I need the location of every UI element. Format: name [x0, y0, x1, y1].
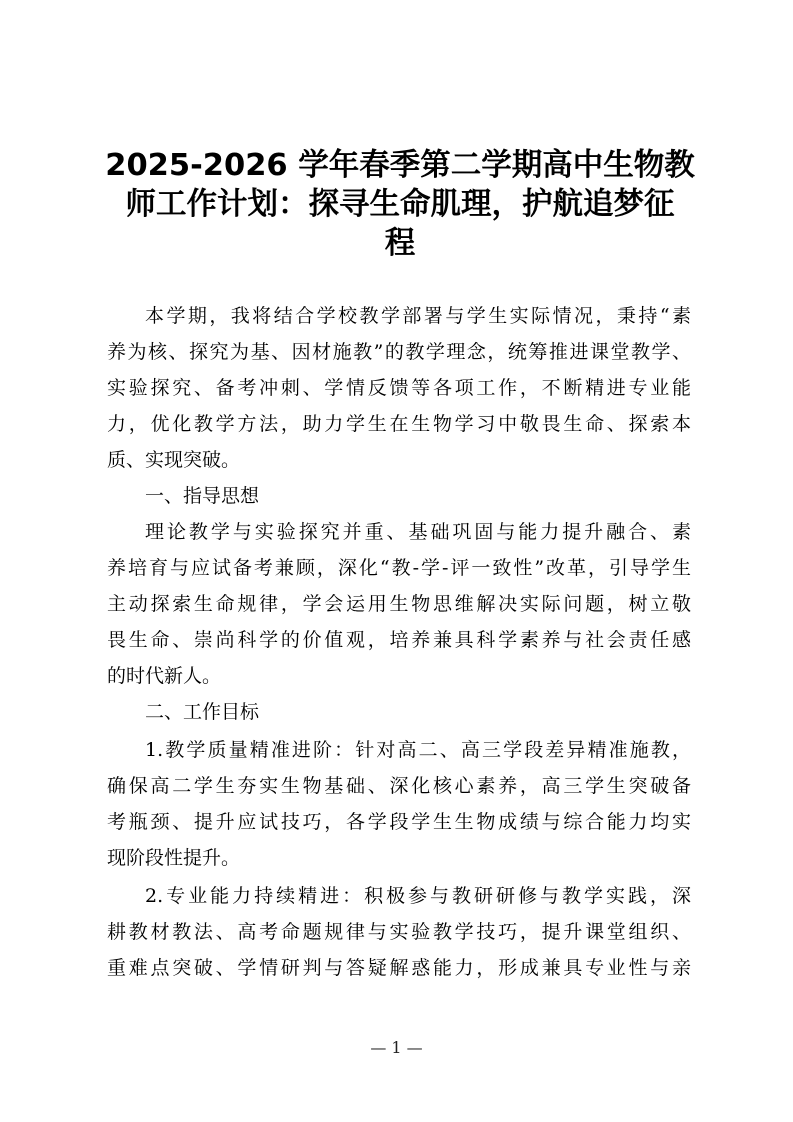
goal2-paragraph-line: 耕教材教法、高考命题规律与实验教学技巧，提升课堂组织、 — [107, 921, 691, 943]
page-number: — 1 — — [370, 1038, 423, 1057]
intro-paragraph-line: 实验探究、备考冲刺、学情反馈等各项工作，不断精进专业能 — [107, 377, 691, 399]
goal1-paragraph-line: 现阶段性提升。 — [107, 847, 241, 869]
goal2-paragraph-line: 重难点突破、学情研判与答疑解惑能力，形成兼具专业性与亲 — [107, 957, 691, 979]
section1-paragraph-line: 畏生命、崇尚科学的价值观，培养兼具科学素养与社会责任感 — [107, 629, 691, 651]
section1-paragraph-line: 理论教学与实验探究并重、基础巩固与能力提升融合、素 — [145, 521, 691, 543]
title-line: 2025-2026 学年春季第二学期高中生物教 — [105, 148, 695, 183]
goal1-paragraph-line: 考瓶颈、提升应试技巧，各学段学生生物成绩与综合能力均实 — [107, 811, 691, 833]
section-heading-work-goals: 二、工作目标 — [145, 701, 260, 723]
goal2-paragraph-line: 2.专业能力持续精进：积极参与教研研修与教学实践，深 — [145, 885, 691, 907]
goal1-paragraph-line: 确保高二学生夯实生物基础、深化核心素养，高三学生突破备 — [107, 775, 691, 797]
intro-paragraph-line: 本学期，我将结合学校教学部署与学生实际情况，秉持“素 — [145, 305, 691, 327]
intro-paragraph-line: 力，优化教学方法，助力学生在生物学习中敬畏生命、探索本 — [107, 413, 691, 435]
goal1-paragraph-line: 1.教学质量精准进阶：针对高二、高三学段差异精准施教， — [145, 739, 691, 761]
section1-paragraph-line: 的时代新人。 — [107, 665, 222, 687]
title-line: 师工作计划：探寻生命肌理，护航追梦征 — [125, 187, 675, 222]
section1-paragraph-line: 主动探索生命规律，学会运用生物思维解决实际问题，树立敬 — [107, 593, 691, 615]
intro-paragraph-line: 质、实现突破。 — [107, 449, 241, 471]
title-line: 程 — [384, 226, 416, 261]
intro-paragraph-line: 养为核、探究为基、因材施教”的教学理念，统筹推进课堂教学、 — [107, 341, 691, 363]
section-heading-guiding-ideology: 一、指导思想 — [145, 485, 260, 507]
section1-paragraph-line: 养培育与应试备考兼顾，深化“教-学-评一致性”改革，引导学生 — [107, 557, 691, 579]
document-title — [100, 146, 700, 263]
